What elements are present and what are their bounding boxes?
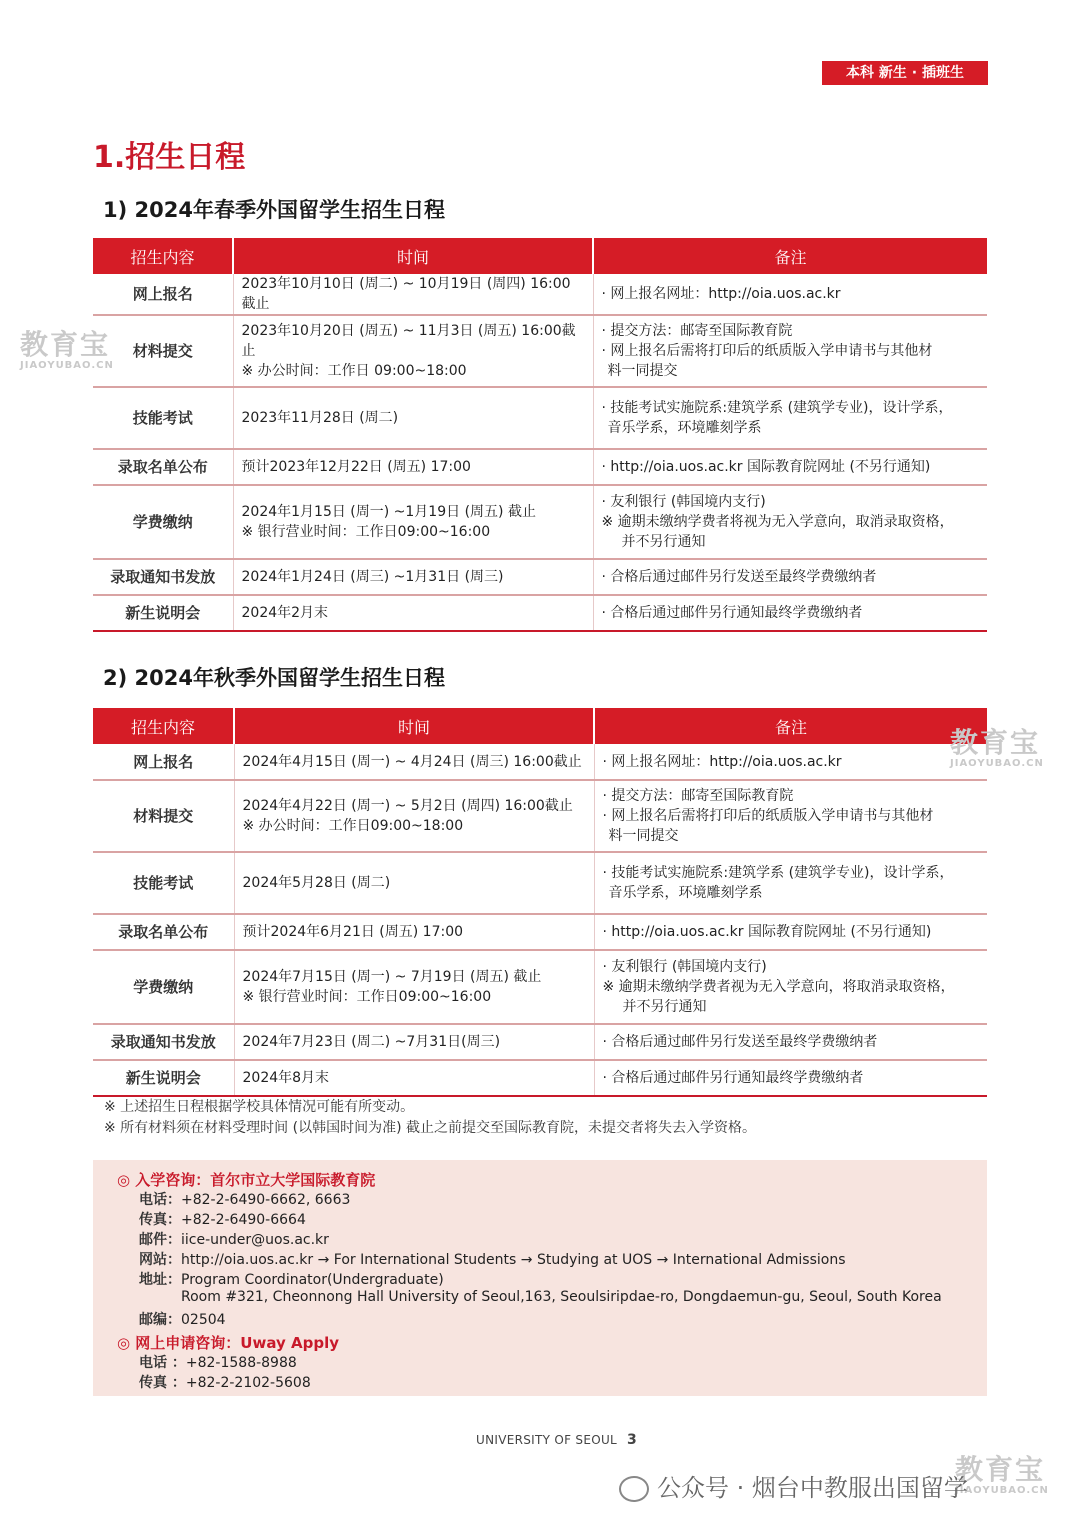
- schedule-time: [234, 852, 594, 914]
- schedule-time: [234, 1060, 594, 1096]
- email-value: iice-under@uos.ac.kr: [181, 1232, 329, 1248]
- col-header-item: 招生内容: [93, 238, 233, 274]
- autumn-schedule-table: [93, 708, 987, 1097]
- schedule-note: [594, 1060, 987, 1096]
- time-line: 2024年5月28日 (周二): [242, 875, 391, 891]
- note-line: ※ 逾期未缴纳学费者视为无入学意向，将取消录取资格，: [602, 979, 955, 995]
- time-line: 2023年11月28日 (周二): [241, 410, 399, 426]
- note-line: · http://oia.uos.ac.kr 国际教育院网址 (不另行通知): [602, 924, 932, 940]
- schedule-note: [593, 274, 987, 315]
- schedule-note: [593, 559, 987, 595]
- watermark-text: 教育宝: [950, 726, 1041, 759]
- schedule-item: 录取通知书发放: [93, 1024, 234, 1060]
- fax-row: [139, 1209, 306, 1229]
- wechat-account-name: 公众号 · 烟台中教服出国留学: [657, 1474, 968, 1502]
- schedule-row: [93, 485, 987, 559]
- footer-university: UNIVERSITY OF SEOUL: [476, 1433, 618, 1447]
- schedule-note: [594, 852, 987, 914]
- note-line: · 合格后通过邮件另行通知最终学费缴纳者: [602, 1070, 864, 1086]
- col-header-note: 备注: [594, 708, 987, 744]
- page-number: 3: [627, 1432, 638, 1448]
- website-row: [139, 1249, 846, 1269]
- note-line: 音乐学系，环境雕刻学系: [607, 420, 762, 436]
- schedule-row: [93, 274, 987, 315]
- fax-value: +82-2-6490-6664: [181, 1212, 306, 1228]
- note-line: · 合格后通过邮件另行发送至最终学费缴纳者: [601, 569, 877, 585]
- spring-schedule-table: [93, 238, 987, 632]
- schedule-row: [93, 914, 987, 950]
- address-line-2: Room #321, Cheonnong Hall University of Seoul,163, Seoulsiripdae-ro, Dongdaemun-gu, Seoul, South Korea: [181, 1289, 942, 1305]
- email-label: 邮件：: [139, 1232, 181, 1248]
- section-badge: 本科 新生 · 插班生: [822, 61, 988, 85]
- time-line: 2023年10月20日 (周五) ~ 11月3日 (周五) 16:00截止: [241, 323, 576, 359]
- schedule-note: [593, 387, 987, 449]
- schedule-row: [93, 449, 987, 485]
- schedule-item: 学费缴纳: [93, 485, 233, 559]
- schedule-note: [594, 780, 987, 852]
- schedule-item: 技能考试: [93, 387, 233, 449]
- watermark-text: 教育宝: [20, 328, 111, 361]
- schedule-item: 学费缴纳: [93, 950, 234, 1024]
- fax2-row: [139, 1372, 311, 1392]
- watermark-text: 教育宝: [955, 1453, 1046, 1486]
- note-line: · 网上报名网址：http://oia.uos.ac.kr: [602, 753, 842, 770]
- address-line-1: Program Coordinator(Undergraduate): [181, 1272, 444, 1288]
- schedule-time: [233, 559, 593, 595]
- phone2-row: [139, 1352, 297, 1372]
- time-line: ※ 办公时间：工作日09:00~18:00: [242, 818, 464, 834]
- schedule-time: [233, 595, 593, 631]
- schedule-note: [594, 1024, 987, 1060]
- phone-value: +82-2-6490-6662, 6663: [181, 1192, 351, 1208]
- address-label: 地址：: [139, 1272, 181, 1288]
- note-line: · 技能考试实施院系:建筑学系 (建筑学专业)，设计学系，: [601, 400, 953, 416]
- schedule-note: [593, 449, 987, 485]
- fax2-label: 传真 ：: [139, 1375, 186, 1391]
- schedule-time: [233, 449, 593, 485]
- note-line: · 合格后通过邮件另行发送至最终学费缴纳者: [602, 1034, 878, 1050]
- note-line: ※ 逾期未缴纳学费者将视为无入学意向，取消录取资格，: [601, 514, 954, 530]
- time-line: 2024年4月15日 (周一) ~ 4月24日 (周三) 16:00截止: [242, 753, 582, 770]
- watermark-url: JIAOYUBAO.CN: [955, 1485, 1049, 1496]
- schedule-item: 录取名单公布: [93, 914, 234, 950]
- schedule-item: 新生说明会: [93, 1060, 234, 1096]
- schedule-note: [594, 914, 987, 950]
- time-line: 2024年1月15日 (周一) ~1月19日 (周五) 截止: [241, 504, 536, 520]
- schedule-row: [93, 387, 987, 449]
- phone-label: 电话：: [139, 1192, 181, 1208]
- note-line: · http://oia.uos.ac.kr 国际教育院网址 (不另行通知): [601, 459, 931, 475]
- address-row: [139, 1269, 444, 1289]
- note-line: · 网上报名后需将打印后的纸质版入学申请书与其他材: [601, 343, 933, 359]
- time-line: 2024年2月末: [241, 605, 329, 621]
- schedule-item: 网上报名: [93, 744, 234, 780]
- time-line: 2024年1月24日 (周三) ~1月31日 (周三): [241, 569, 504, 585]
- schedule-row: [93, 315, 987, 387]
- schedule-notes: [104, 1097, 756, 1139]
- schedule-row: [93, 950, 987, 1024]
- schedule-note: [594, 744, 987, 780]
- schedule-item: 新生说明会: [93, 595, 233, 631]
- watermark: [950, 728, 1044, 769]
- schedule-row: [93, 559, 987, 595]
- schedule-row: [93, 1060, 987, 1096]
- schedule-item: 网上报名: [93, 274, 233, 315]
- schedule-row: [93, 744, 987, 780]
- online-apply-heading: ◎ 网上申请咨询：Uway Apply: [117, 1334, 340, 1352]
- schedule-time: [234, 914, 594, 950]
- admission-contact-heading: ◎ 入学咨询：首尔市立大学国际教育院: [117, 1171, 376, 1189]
- note-line: 料一同提交: [607, 363, 678, 379]
- fax2-value: +82-2-2102-5608: [185, 1375, 311, 1391]
- watermark-url: JIAOYUBAO.CN: [950, 758, 1044, 769]
- time-line: 2024年7月23日 (周二) ~7月31日(周三): [242, 1034, 501, 1050]
- schedule-item: 录取通知书发放: [93, 559, 233, 595]
- website-label: 网站：: [139, 1252, 181, 1268]
- note-line: 料一同提交: [608, 828, 679, 844]
- schedule-item: 技能考试: [93, 852, 234, 914]
- schedule-time: [234, 744, 594, 780]
- note-line: 并不另行通知: [622, 999, 707, 1015]
- page-title: 1.招生日程: [93, 140, 246, 175]
- phone2-value: +82-1588-8988: [185, 1355, 297, 1371]
- time-line: ※ 银行营业时间：工作日09:00~16:00: [241, 524, 491, 540]
- col-header-time: 时间: [233, 238, 593, 274]
- time-line: 2024年7月15日 (周一) ~ 7月19日 (周五) 截止: [242, 969, 542, 985]
- phone-row: [139, 1189, 350, 1209]
- note-line: · 网上报名后需将打印后的纸质版入学申请书与其他材: [602, 808, 934, 824]
- note-line: ※ 所有材料须在材料受理时间 (以韩国时间为准) 截止之前提交至国际教育院，未提交者将失去入学资格。: [104, 1120, 757, 1136]
- note-line: 并不另行通知: [621, 534, 706, 550]
- contact-box: [93, 1160, 987, 1396]
- note-line: ※ 上述招生日程根据学校具体情况可能有所变动。: [104, 1099, 415, 1115]
- schedule-row: [93, 852, 987, 914]
- note-line: · 提交方法：邮寄至国际教育院: [601, 323, 793, 339]
- schedule-item: 录取名单公布: [93, 449, 233, 485]
- email-row: [139, 1229, 329, 1249]
- schedule-row: [93, 1024, 987, 1060]
- page-footer: [476, 1432, 637, 1448]
- col-header-note: 备注: [593, 238, 987, 274]
- website-value: http://oia.uos.ac.kr → For International Students → Studying at UOS → International Admissions: [181, 1252, 846, 1268]
- schedule-time: [234, 780, 594, 852]
- time-line: 预计2024年6月21日 (周五) 17:00: [242, 924, 464, 940]
- schedule-item: 材料提交: [93, 315, 233, 387]
- col-header-item: 招生内容: [93, 708, 234, 744]
- time-line: 2024年4月22日 (周一) ~ 5月2日 (周四) 16:00截止: [242, 798, 573, 814]
- schedule-time: [234, 950, 594, 1024]
- spring-schedule-title: 1) 2024年春季外国留学生招生日程: [103, 198, 445, 222]
- zip-value: 02504: [181, 1312, 226, 1328]
- note-line: · 友利银行 (韩国境内支行): [601, 494, 766, 510]
- wechat-icon: [619, 1476, 649, 1502]
- schedule-note: [594, 950, 987, 1024]
- watermark-url: JIAOYUBAO.CN: [20, 360, 114, 371]
- wechat-account-caption: [619, 1468, 968, 1503]
- time-line: 预计2023年12月22日 (周五) 17:00: [241, 459, 471, 475]
- zip-row: [139, 1309, 226, 1329]
- schedule-time: [233, 315, 593, 387]
- time-line: 2023年10月10日 (周二) ~ 10月19日 (周四) 16:00截止: [241, 276, 571, 312]
- schedule-note: [593, 315, 987, 387]
- time-line: 2024年8月末: [242, 1070, 330, 1086]
- phone2-label: 电话 ：: [139, 1355, 186, 1371]
- schedule-note: [593, 595, 987, 631]
- schedule-time: [234, 1024, 594, 1060]
- time-line: ※ 办公时间：工作日 09:00~18:00: [241, 363, 467, 379]
- time-line: ※ 银行营业时间：工作日09:00~16:00: [242, 989, 492, 1005]
- note-line: · 提交方法：邮寄至国际教育院: [602, 788, 794, 804]
- schedule-time: [233, 387, 593, 449]
- note-line: · 友利银行 (韩国境内支行): [602, 959, 767, 975]
- note-line: 音乐学系，环境雕刻学系: [608, 885, 763, 901]
- watermark: [20, 330, 114, 371]
- watermark: [955, 1455, 1049, 1496]
- schedule-item: 材料提交: [93, 780, 234, 852]
- schedule-note: [593, 485, 987, 559]
- schedule-time: [233, 485, 593, 559]
- note-line: · 合格后通过邮件另行通知最终学费缴纳者: [601, 605, 863, 621]
- note-line: · 技能考试实施院系:建筑学系 (建筑学专业)，设计学系，: [602, 865, 954, 881]
- schedule-row: [93, 595, 987, 631]
- note-line: · 网上报名网址：http://oia.uos.ac.kr: [601, 286, 841, 302]
- autumn-schedule-title: 2) 2024年秋季外国留学生招生日程: [103, 666, 445, 690]
- schedule-row: [93, 780, 987, 852]
- zip-label: 邮编：: [139, 1312, 181, 1328]
- fax-label: 传真：: [139, 1212, 181, 1228]
- col-header-time: 时间: [234, 708, 594, 744]
- schedule-time: [233, 274, 593, 315]
